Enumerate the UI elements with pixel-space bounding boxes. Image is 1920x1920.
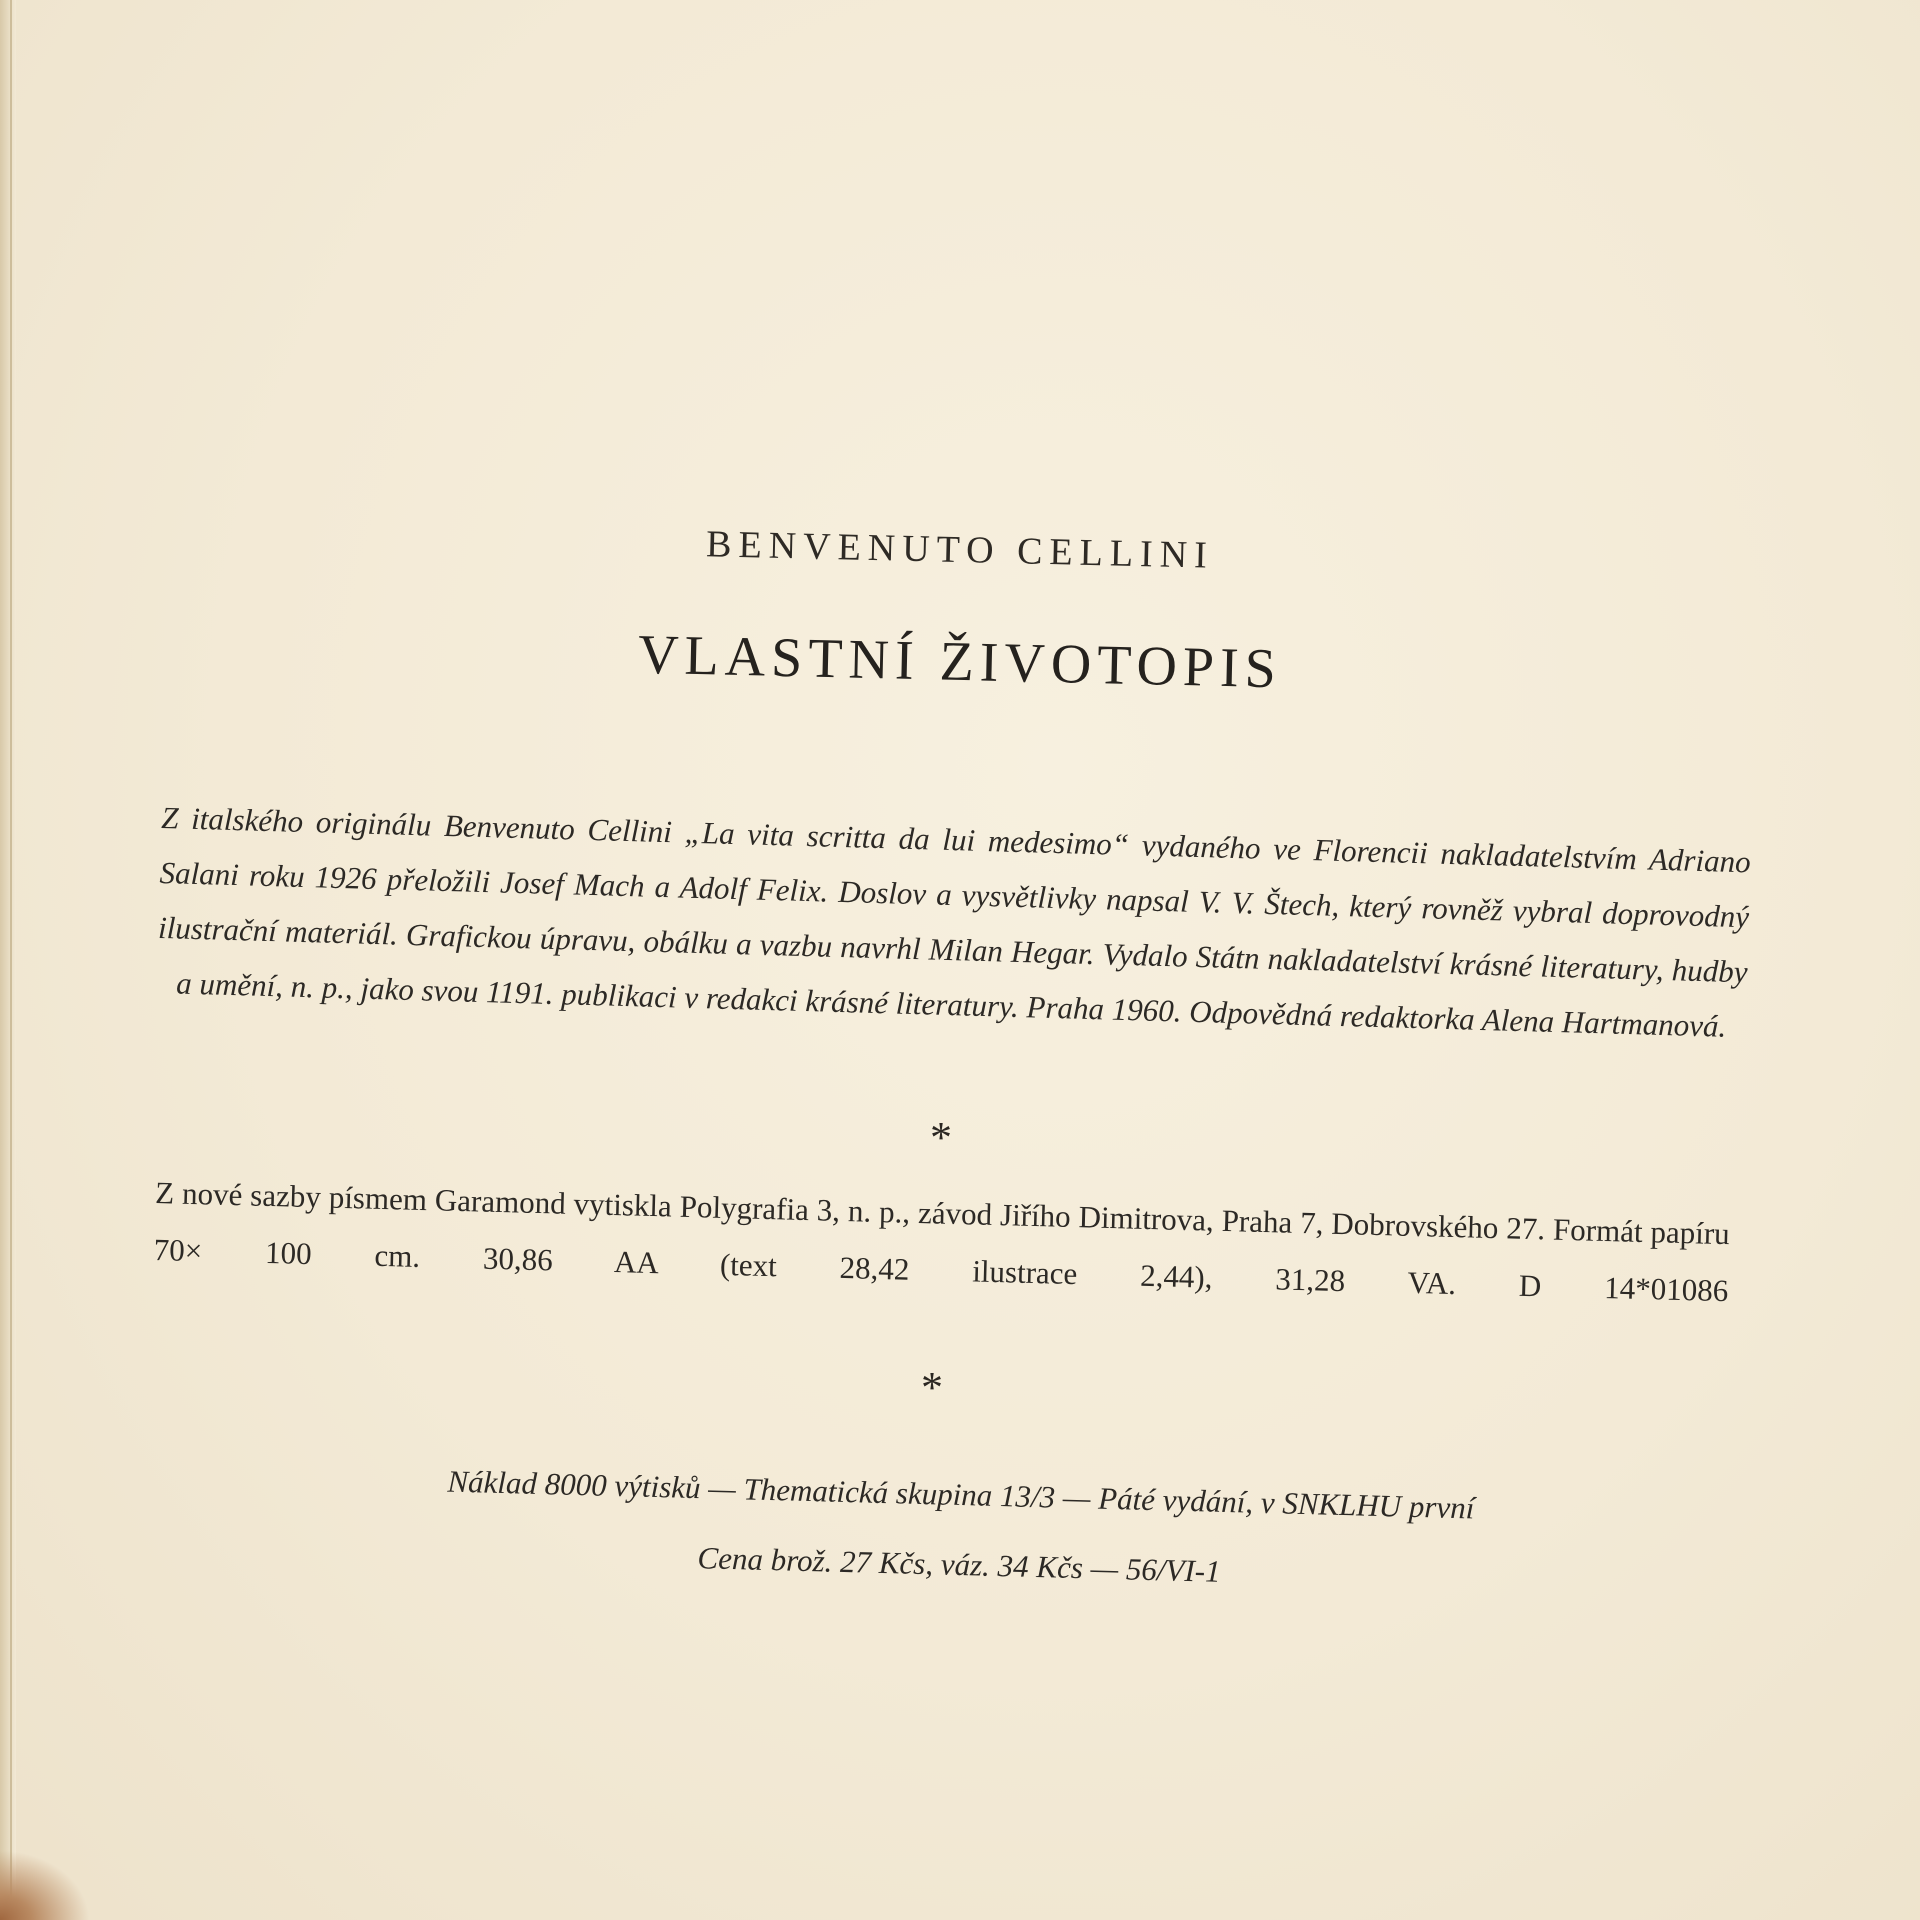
- binding-line: [10, 0, 12, 1920]
- printing-details: Z nové sazby písmem Garamond vytiskla Polygrafia 3, n. p., závod Jiřího Dimitrova, Praha 7, Dobrovského 27. Formát papíru 70× 100 cm. 30,86 AA (text 28,42 ilustrace 2,44), 31,28 VA. D 14*01086: [153, 1174, 1731, 1309]
- binding-edge: [0, 0, 16, 1920]
- separator-asterisk: *: [930, 1113, 952, 1162]
- edition-info: [0, 1435, 1920, 1625]
- cover-corner: [0, 1850, 90, 1920]
- separator-asterisk: *: [921, 1363, 943, 1412]
- author-name: BENVENUTO CELLINI: [705, 523, 1215, 577]
- edition-line-price: Cena brož. 27 Kčs, váz. 34 Kčs — 56/VI-1: [697, 1540, 1222, 1589]
- book-title: VLASTNÍ ŽIVOTOPIS: [637, 623, 1283, 701]
- translation-colophon: Z italského originálu Benvenuto Cellini „La vita scritta da lui medesimo“ vydaného ve Florencii nakladatelstvím Adriano Salani roku 1926 přeložili Josef Mach a Adolf Felix. Doslov a vysvětlivky napsal V. V. Štech, který rovněž vybral doprovodný ilustrační materiál. Grafickou úpravu, obálku a vazbu navrhl Milan Hegar. Vydalo Státn nakladatelství krásné literatury, hudby a umění, n. p., jako svou 1191. publikaci v redakci krásné literatury. Praha 1960. Odpovědná redaktorka Alena Hartmanová.: [157, 799, 1752, 1044]
- edition-line-print-run: Náklad 8000 výtisků — Thematická skupina 13/3 — Páté vydání, v SNKLHU první: [447, 1463, 1475, 1526]
